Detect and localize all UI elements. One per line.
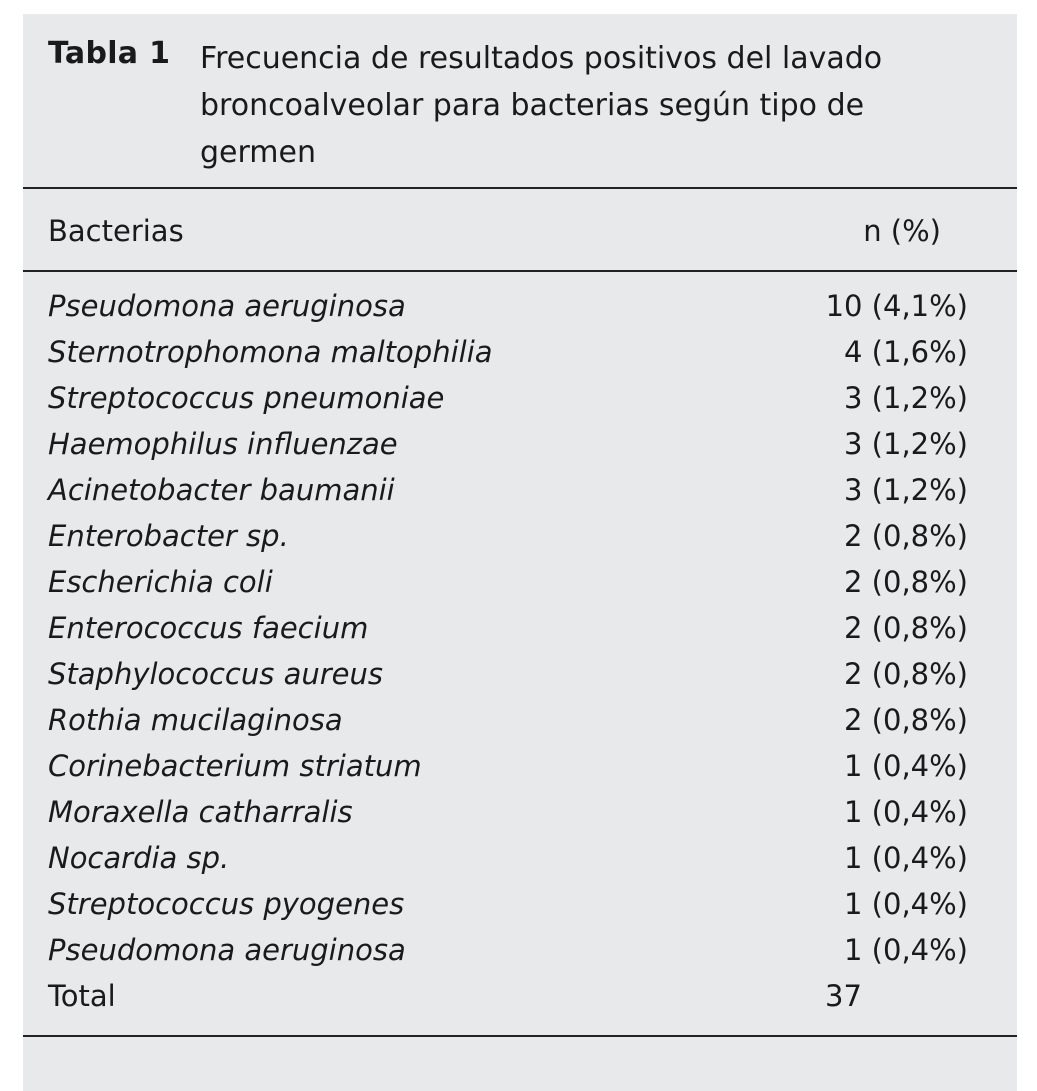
table-row	[23, 651, 1017, 697]
bacteria-name: Escherichia coli	[48, 565, 273, 599]
bacteria-count: 1 (0,4%)	[844, 933, 968, 967]
bacteria-count: 2 (0,8%)	[844, 565, 968, 599]
bacteria-count: 1 (0,4%)	[844, 749, 968, 783]
table-caption	[23, 14, 1017, 188]
bacteria-count: 10 (4,1%)	[825, 289, 968, 323]
total-row	[23, 973, 1017, 1019]
bacteria-count: 2 (0,8%)	[844, 519, 968, 553]
table-body	[23, 283, 1017, 973]
bacteria-name: Streptococcus pneumoniae	[48, 381, 445, 415]
table-panel	[23, 14, 1017, 1091]
table-row	[23, 375, 1017, 421]
bacteria-name: Moraxella catharralis	[48, 795, 353, 829]
bacteria-count: 3 (1,2%)	[844, 427, 968, 461]
header-rule	[23, 270, 1017, 272]
table-row	[23, 605, 1017, 651]
table-label: Tabla 1	[48, 36, 171, 71]
table-row	[23, 835, 1017, 881]
bottom-rule	[23, 1035, 1017, 1037]
bacteria-name: Nocardia sp.	[48, 841, 230, 875]
bacteria-name: Sternotrophomona maltophilia	[48, 335, 493, 369]
table-row	[23, 559, 1017, 605]
header-bacterias: Bacterias	[48, 214, 184, 248]
bacteria-name: Pseudomona aeruginosa	[48, 289, 406, 323]
table-title: Frecuencia de resultados positivos del lavado broncoalveolar para bacterias según tipo de germen	[200, 41, 883, 170]
table-header	[23, 188, 1017, 270]
total-label: Total	[48, 979, 116, 1013]
bacteria-name: Streptococcus pyogenes	[48, 887, 405, 921]
bacteria-name: Haemophilus influenzae	[48, 427, 398, 461]
table-row	[23, 421, 1017, 467]
bacteria-count: 2 (0,8%)	[844, 611, 968, 645]
table-row	[23, 789, 1017, 835]
bacteria-name: Enterobacter sp.	[48, 519, 289, 553]
bacteria-count: 3 (1,2%)	[844, 473, 968, 507]
table-row	[23, 329, 1017, 375]
bacteria-name: Rothia mucilaginosa	[48, 703, 343, 737]
bacteria-name: Pseudomona aeruginosa	[48, 933, 406, 967]
bacteria-count: 2 (0,8%)	[844, 657, 968, 691]
bacteria-name: Corinebacterium striatum	[48, 749, 422, 783]
bacteria-count: 2 (0,8%)	[844, 703, 968, 737]
bacteria-count: 1 (0,4%)	[844, 887, 968, 921]
bacteria-name: Enterococcus faecium	[48, 611, 369, 645]
table-row	[23, 467, 1017, 513]
bacteria-count: 3 (1,2%)	[844, 381, 968, 415]
table-row	[23, 881, 1017, 927]
header-n-percent: n (%)	[863, 214, 941, 248]
table-row	[23, 513, 1017, 559]
table-row	[23, 743, 1017, 789]
bacteria-count: 4 (1,6%)	[844, 335, 968, 369]
bacteria-count: 1 (0,4%)	[844, 841, 968, 875]
bacteria-name: Acinetobacter baumanii	[48, 473, 395, 507]
bacteria-count: 1 (0,4%)	[844, 795, 968, 829]
table-row	[23, 697, 1017, 743]
table-row	[23, 927, 1017, 973]
bacteria-name: Staphylococcus aureus	[48, 657, 383, 691]
table-row	[23, 283, 1017, 329]
total-value: 37	[825, 979, 862, 1013]
